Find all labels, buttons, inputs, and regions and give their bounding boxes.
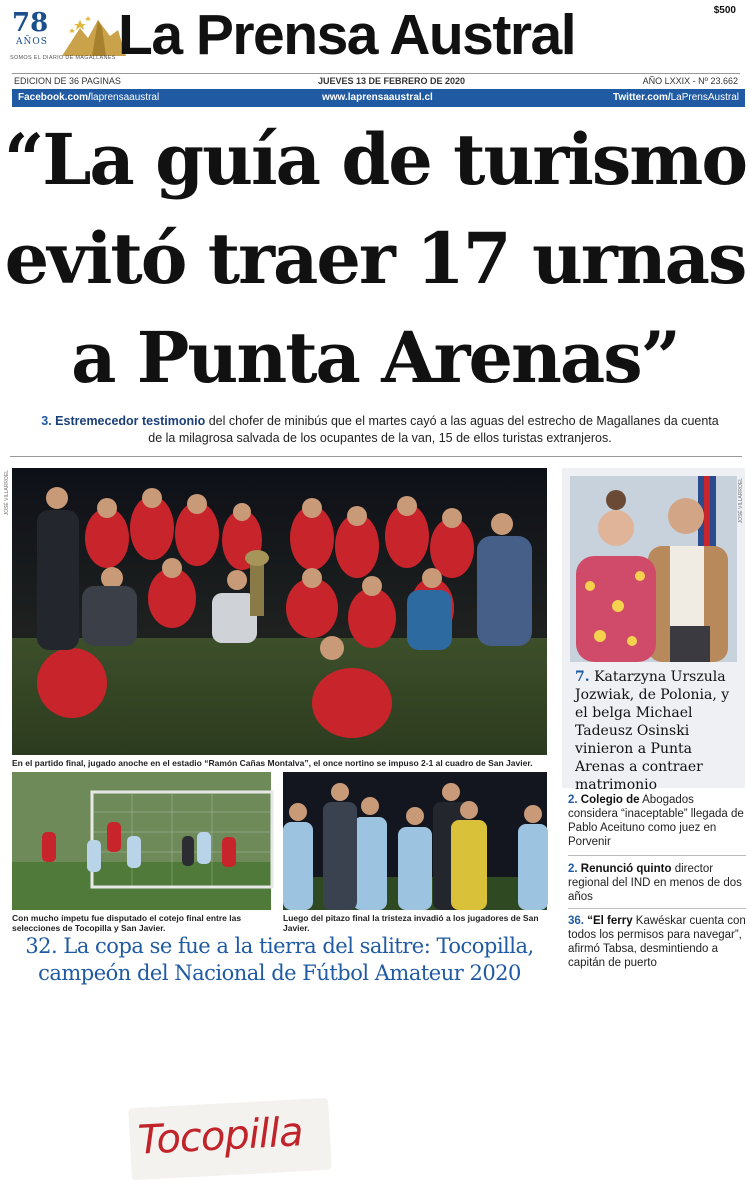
anniversary-number: 78: [12, 8, 49, 38]
newspaper-name: La Prensa Austral: [118, 3, 576, 67]
brief-text: Kawéskar cuenta con todos los permisos para navegar”, afirmó Tabsa, desmintiendo a capitán de puerto: [568, 915, 746, 969]
brief-page: 2.: [568, 794, 578, 806]
edition-info-row: [12, 73, 740, 87]
brief-divider: [568, 855, 746, 856]
section-divider: [10, 456, 742, 457]
brief-page: 2.: [568, 863, 578, 875]
main-photo-caption: En el partido final, jugado anoche en el estadio “Ramón Cañas Montalva”, el once nortino se impuso 2-1 al cuadro de San Javier.: [12, 758, 533, 768]
match-action-photo[interactable]: [12, 772, 271, 910]
couple-illustration: [570, 476, 737, 662]
links-bar: [12, 89, 745, 107]
anniversary-tagline: SOMOS EL DIARIO DE MAGALLANES: [10, 55, 116, 61]
edition-issue: AÑO LXXIX - Nº 23.662: [642, 76, 738, 86]
wedding-story-body: Katarzyna Urszula Jozwiak, de Polonia, y el belga Michael Tadeusz Osinski vinieron a Punta Arenas a contraer matrimonio: [575, 669, 730, 793]
brief-item[interactable]: [568, 862, 746, 904]
san-javier-illustration: [283, 772, 547, 910]
main-photo-credit: JOSÉ VILLARROEL: [4, 470, 10, 516]
wedding-story-page: 7.: [575, 669, 590, 685]
headline-deck: [40, 413, 720, 447]
san-javier-caption: Luego del pitazo final la tristeza invadió a los jugadores de San Javier.: [283, 913, 539, 933]
twitter-link-handle: LaPrensAustral: [670, 92, 739, 103]
mountains-star-icon: [62, 14, 126, 56]
headline-line-2: evitó traer 17 urnas: [4, 217, 746, 300]
brief-page: 36.: [568, 915, 584, 927]
brief-text: director regional del IND en menos de dos años: [568, 863, 742, 903]
san-javier-players-photo[interactable]: [283, 772, 547, 910]
banner-word: Tocopilla: [136, 1109, 304, 1164]
brief-lead: Renunció quinto: [580, 863, 672, 875]
football-story-title: La copa se fue a la tierra del salitre: Tocopilla, campeón del Nacional de Fútbol Amateur 2020: [38, 934, 534, 985]
twitter-link[interactable]: [613, 92, 739, 103]
price: $500: [713, 5, 736, 16]
wedding-story-text[interactable]: [575, 668, 740, 794]
website-link[interactable]: www.laprensaaustral.cl: [322, 92, 433, 103]
deck-lead: Estremecedor testimonio: [55, 414, 206, 428]
deck-page-number: 3.: [41, 414, 52, 428]
match-action-caption: Con mucho ímpetu fue disputado el cotejo final entre las selecciones de Tocopilla y San Javier.: [12, 913, 242, 933]
brief-item[interactable]: [568, 793, 746, 849]
football-story-page: 32.: [25, 934, 58, 958]
brief-text: Abogados considera “inaceptable” llegada de Pablo Aceituno como juez en Porvenir: [568, 794, 744, 848]
headline-line-3: a Punta Arenas”: [71, 316, 679, 399]
brief-lead: “El ferry: [587, 915, 633, 927]
twitter-link-bold: Twitter.com/: [613, 92, 671, 103]
deck-text: del chofer de minibús que el martes cayó a las aguas del estrecho de Magallanes da cuenta de la milagrosa salvada de los ocupantes de la van, 15 de ellos turistas extranjeros.: [148, 414, 719, 445]
masthead: [0, 0, 750, 70]
facebook-link-handle: laprensaaustral: [90, 92, 160, 103]
anniversary-word: AÑOS: [16, 37, 48, 47]
couple-photo-credit: JOSÉ VILLARROEL: [738, 478, 744, 524]
facebook-link[interactable]: [18, 92, 159, 103]
football-story-headline[interactable]: [12, 933, 547, 987]
brief-item[interactable]: [568, 914, 746, 970]
tocopilla-banner: [128, 1098, 331, 1180]
match-action-illustration: [12, 772, 271, 910]
team-photo-illustration: [12, 468, 547, 755]
edition-pages: EDICION DE 36 PAGINAS: [14, 76, 121, 86]
facebook-link-bold: Facebook.com/: [18, 92, 91, 103]
headline-line-1: “La guía de turismo: [3, 118, 747, 201]
anniversary-logo: [10, 8, 120, 66]
main-headline[interactable]: [0, 110, 750, 407]
brief-divider: [568, 908, 746, 909]
brief-lead: Colegio de: [580, 794, 640, 806]
edition-date: JUEVES 13 DE FEBRERO DE 2020: [318, 76, 466, 86]
couple-photo[interactable]: [570, 476, 737, 662]
